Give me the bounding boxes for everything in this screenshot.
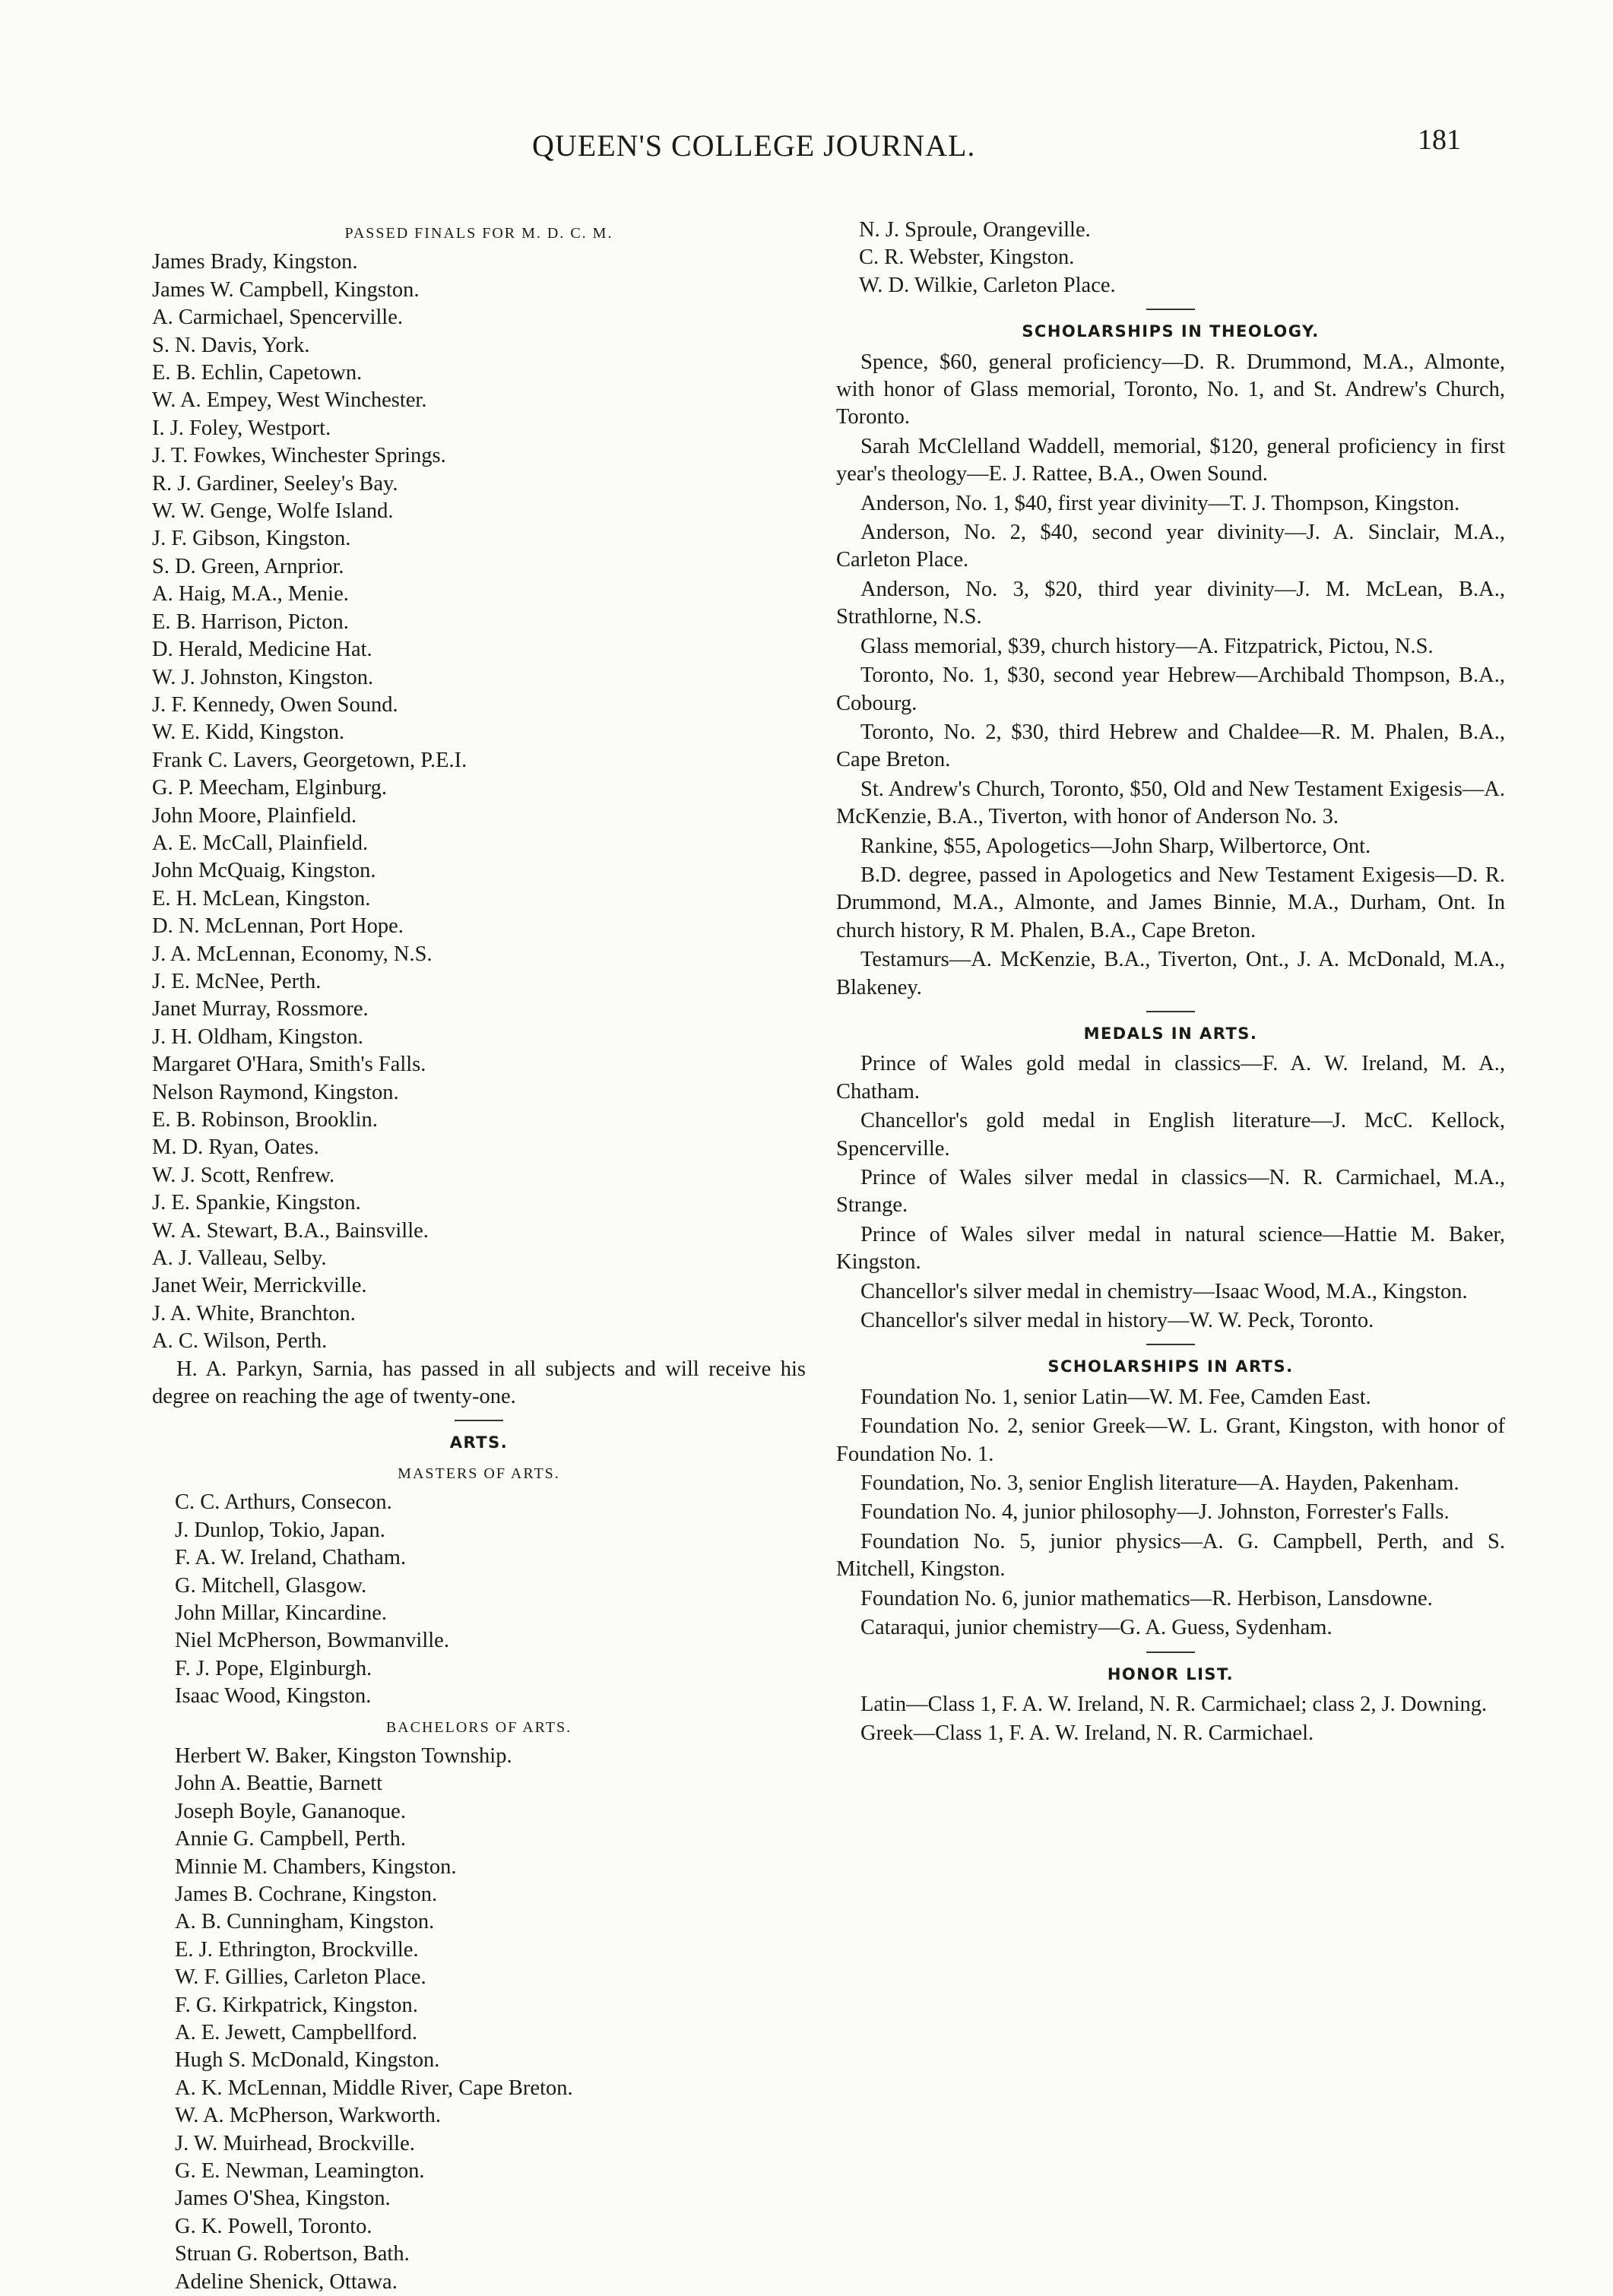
list-item: Foundation No. 2, senior Greek—W. L. Grant, Kingston, with honor of Foundation No. 1. <box>836 1414 1505 1466</box>
page-number: 181 <box>1418 124 1461 156</box>
list-item: Frank C. Lavers, Georgetown, P.E.I. <box>152 748 467 772</box>
list-item: James Brady, Kingston. <box>152 250 358 274</box>
masters-heading: MASTERS OF ARTS. <box>398 1465 560 1482</box>
list-item: Prince of Wales silver medal in natural science—Hattie M. Baker, Kingston. <box>836 1222 1505 1275</box>
honor-heading: HONOR LIST. <box>1107 1664 1234 1683</box>
list-item: Chancellor's silver medal in history—W. W. Peck, Toronto. <box>860 1309 1374 1333</box>
list-item: B.D. degree, passed in Apologetics and New Testament Exigesis—D. R. Drummond, M.A., Almonte, and James Binnie, M.A., Durham, Ont. In church history, R M. Phalen, B.A., Cape Breton. <box>836 863 1505 942</box>
list-item: G. P. Meecham, Elginburg. <box>152 776 387 800</box>
list-item: J. A. McLennan, Economy, N.S. <box>152 942 433 966</box>
list-item: W. E. Kidd, Kingston. <box>152 720 345 745</box>
list-item: Janet Murray, Rossmore. <box>152 997 369 1021</box>
list-item: J. H. Oldham, Kingston. <box>152 1024 363 1049</box>
list-item: F. G. Kirkpatrick, Kingston. <box>175 1993 418 2017</box>
list-item: E. B. Robinson, Brooklin. <box>152 1108 378 1132</box>
list-item: St. Andrew's Church, Toronto, $50, Old and New Testament Exigesis—A. McKenzie, B.A., Tiverton, with honor of Anderson No. 3. <box>836 777 1505 829</box>
section-rule <box>455 1420 503 1421</box>
parkyn-note: H. A. Parkyn, Sarnia, has passed in all subjects and will receive his degree on reaching the age of twenty-one. <box>152 1357 806 1409</box>
mdcm-list <box>152 249 806 1355</box>
list-item: R. J. Gardiner, Seeley's Bay. <box>152 471 398 496</box>
list-item: S. N. Davis, York. <box>152 333 310 357</box>
list-item: D. Herald, Medicine Hat. <box>152 638 372 662</box>
list-item: J. W. Muirhead, Brockville. <box>175 2131 415 2155</box>
list-item: A. E. Jewett, Campbellford. <box>175 2021 417 2044</box>
list-item: A. J. Valleau, Selby. <box>152 1246 327 1271</box>
list-item: Foundation, No. 3, senior English literature—A. Hayden, Pakenham. <box>860 1471 1459 1496</box>
list-item: Anderson, No. 1, $40, first year divinity—T. J. Thompson, Kingston. <box>860 491 1460 515</box>
list-item: A. E. McCall, Plainfield. <box>152 831 369 855</box>
list-item: Toronto, No. 1, $30, second year Hebrew—Archibald Thompson, B.A., Cobourg. <box>836 663 1505 715</box>
list-item: Adeline Shenick, Ottawa. <box>175 2269 398 2294</box>
list-item: J. E. McNee, Perth. <box>152 969 322 993</box>
list-item: Testamurs—A. McKenzie, B.A., Tiverton, Ont., J. A. McDonald, M.A., Blakeney. <box>836 948 1505 999</box>
list-item: Foundation No. 6, junior mathematics—R. Herbison, Lansdowne. <box>860 1586 1433 1610</box>
list-item: James W. Campbell, Kingston. <box>152 277 420 302</box>
list-item: Nelson Raymond, Kingston. <box>152 1080 399 1104</box>
list-item: M. D. Ryan, Oates. <box>152 1135 319 1160</box>
list-item: W. D. Wilkie, Carleton Place. <box>859 273 1116 297</box>
list-item: Anderson, No. 2, $40, second year divinity—J. A. Sinclair, M.A., Carleton Place. <box>836 521 1505 572</box>
list-item: E. B. Echlin, Capetown. <box>152 361 363 385</box>
list-item: D. N. McLennan, Port Hope. <box>152 914 404 939</box>
list-item: Isaac Wood, Kingston. <box>175 1684 372 1709</box>
list-item: Latin—Class 1, F. A. W. Ireland, N. R. Carmichael; class 2, J. Downing. <box>860 1692 1488 1716</box>
list-item: W. J. Johnston, Kingston. <box>152 665 374 689</box>
list-item: James B. Cochrane, Kingston. <box>175 1882 438 1906</box>
list-item: J. F. Gibson, Kingston. <box>152 527 351 551</box>
list-item: Toronto, No. 2, $30, third Hebrew and Chaldee—R. M. Phalen, B.A., Cape Breton. <box>836 720 1505 772</box>
list-item: Struan G. Robertson, Bath. <box>175 2242 410 2266</box>
section-rule <box>1146 309 1195 310</box>
arts-scholarships-heading: SCHOLARSHIPS IN ARTS. <box>1047 1357 1294 1376</box>
list-item: E. B. Harrison, Picton. <box>152 610 349 634</box>
list-item: F. J. Pope, Elginburgh. <box>175 1656 372 1680</box>
list-item: Spence, $60, general proficiency—D. R. Drummond, M.A., Almonte, with honor of Glass memorial, Toronto, No. 1, and St. Andrew's Church, Toronto. <box>836 350 1505 429</box>
list-item: Anderson, No. 3, $20, third year divinity—J. M. McLean, B.A., Strathlorne, N.S. <box>836 577 1505 629</box>
list-item: Joseph Boyle, Gananoque. <box>175 1799 406 1823</box>
list-item: John McQuaig, Kingston. <box>152 859 376 883</box>
list-item: Chancellor's silver medal in chemistry—Isaac Wood, M.A., Kingston. <box>860 1279 1468 1303</box>
list-item: Prince of Wales gold medal in classics—F. A. W. Ireland, M. A., Chatham. <box>836 1052 1505 1104</box>
list-item: J. T. Fowkes, Winchester Springs. <box>152 444 446 468</box>
list-item: N. J. Sproule, Orangeville. <box>859 218 1091 242</box>
mdcm-heading: PASSED FINALS FOR M. D. C. M. <box>344 225 613 242</box>
list-item: F. A. W. Ireland, Chatham. <box>175 1546 407 1570</box>
list-item: W. A. McPherson, Warkworth. <box>175 2104 441 2128</box>
list-item: Hugh S. McDonald, Kingston. <box>175 2048 440 2073</box>
list-item: G. Mitchell, Glasgow. <box>175 1573 367 1598</box>
list-item: J. E. Spankie, Kingston. <box>152 1191 361 1215</box>
section-rule <box>1146 1011 1195 1012</box>
continued-list <box>836 217 1505 299</box>
list-item: Greek—Class 1, F. A. W. Ireland, N. R. Carmichael. <box>860 1721 1314 1746</box>
list-item: Janet Weir, Merrickville. <box>152 1274 367 1298</box>
list-item: James O'Shea, Kingston. <box>175 2187 391 2211</box>
bachelors-list <box>152 1743 806 2296</box>
theology-heading: SCHOLARSHIPS IN THEOLOGY. <box>1022 322 1320 341</box>
list-item: Annie G. Campbell, Perth. <box>175 1827 406 1851</box>
list-item: C. C. Arthurs, Consecon. <box>175 1490 392 1515</box>
list-item: John Moore, Plainfield. <box>152 803 357 828</box>
list-item: G. E. Newman, Leamington. <box>175 2159 425 2184</box>
list-item: A. C. Wilson, Perth. <box>152 1329 328 1354</box>
bachelors-heading: BACHELORS OF ARTS. <box>385 1718 572 1736</box>
list-item: Foundation No. 1, senior Latin—W. M. Fee, Camden East. <box>860 1385 1371 1409</box>
honor-list <box>836 1691 1505 1748</box>
list-item: J. Dunlop, Tokio, Japan. <box>175 1518 385 1542</box>
list-item: Minnie M. Chambers, Kingston. <box>175 1854 457 1879</box>
list-item: Foundation No. 4, junior philosophy—J. Johnston, Forrester's Falls. <box>860 1500 1450 1525</box>
list-item: W. F. Gillies, Carleton Place. <box>175 1965 426 1990</box>
list-item: S. D. Green, Arnprior. <box>152 554 344 578</box>
list-item: W. A. Stewart, B.A., Bainsville. <box>152 1218 429 1243</box>
list-item: Chancellor's gold medal in English literature—J. McC. Kellock, Spencerville. <box>836 1109 1505 1161</box>
list-item: John A. Beattie, Barnett <box>175 1772 383 1796</box>
theology-list <box>836 349 1505 1002</box>
arts-heading: ARTS. <box>449 1433 509 1452</box>
masters-list <box>152 1489 806 1710</box>
list-item: A. K. McLennan, Middle River, Cape Breton. <box>175 2076 573 2100</box>
list-item: Margaret O'Hara, Smith's Falls. <box>152 1053 426 1077</box>
list-item: Rankine, $55, Apologetics—John Sharp, Wilbertorce, Ont. <box>860 834 1371 858</box>
list-item: J. F. Kennedy, Owen Sound. <box>152 692 398 717</box>
list-item: W. W. Genge, Wolfe Island. <box>152 499 394 524</box>
list-item: Glass memorial, $39, church history—A. Fitzpatrick, Pictou, N.S. <box>860 634 1434 658</box>
list-item: Cataraqui, junior chemistry—G. A. Guess, Sydenham. <box>860 1616 1333 1640</box>
section-rule <box>1146 1652 1195 1653</box>
medals-heading: MEDALS IN ARTS. <box>1083 1024 1258 1043</box>
list-item: E. H. McLean, Kingston. <box>152 886 371 910</box>
list-item: G. K. Powell, Toronto. <box>175 2214 372 2238</box>
right-column <box>836 217 1505 1750</box>
page-header <box>0 124 1613 173</box>
medals-list <box>836 1050 1505 1335</box>
list-item: Niel McPherson, Bowmanville. <box>175 1629 449 1653</box>
list-item: John Millar, Kincardine. <box>175 1601 388 1625</box>
list-item: J. A. White, Branchton. <box>152 1301 356 1325</box>
list-item: Sarah McClelland Waddell, memorial, $120, general proficiency in first year's theology—E. J. Rattee, B.A., Owen Sound. <box>836 434 1505 486</box>
list-item: W. J. Scott, Renfrew. <box>152 1163 335 1187</box>
section-rule <box>1146 1344 1195 1345</box>
list-item: C. R. Webster, Kingston. <box>859 245 1075 270</box>
list-item: A. B. Cunningham, Kingston. <box>175 1910 435 1934</box>
journal-title: QUEEN'S COLLEGE JOURNAL. <box>532 128 976 163</box>
list-item: A. Carmichael, Spencerville. <box>152 306 404 330</box>
list-item: Herbert W. Baker, Kingston Township. <box>175 1743 512 1768</box>
list-item: Prince of Wales silver medal in classics—N. R. Carmichael, M.A., Strange. <box>836 1166 1505 1218</box>
list-item: W. A. Empey, West Winchester. <box>152 388 427 413</box>
left-column <box>152 217 806 2296</box>
arts-scholarships-list <box>836 1384 1505 1642</box>
list-item: Foundation No. 5, junior physics—A. G. Campbell, Perth, and S. Mitchell, Kingston. <box>836 1529 1505 1582</box>
list-item: A. Haig, M.A., Menie. <box>152 582 349 606</box>
list-item: I. J. Foley, Westport. <box>152 416 331 440</box>
list-item: E. J. Ethrington, Brockville. <box>175 1937 419 1962</box>
